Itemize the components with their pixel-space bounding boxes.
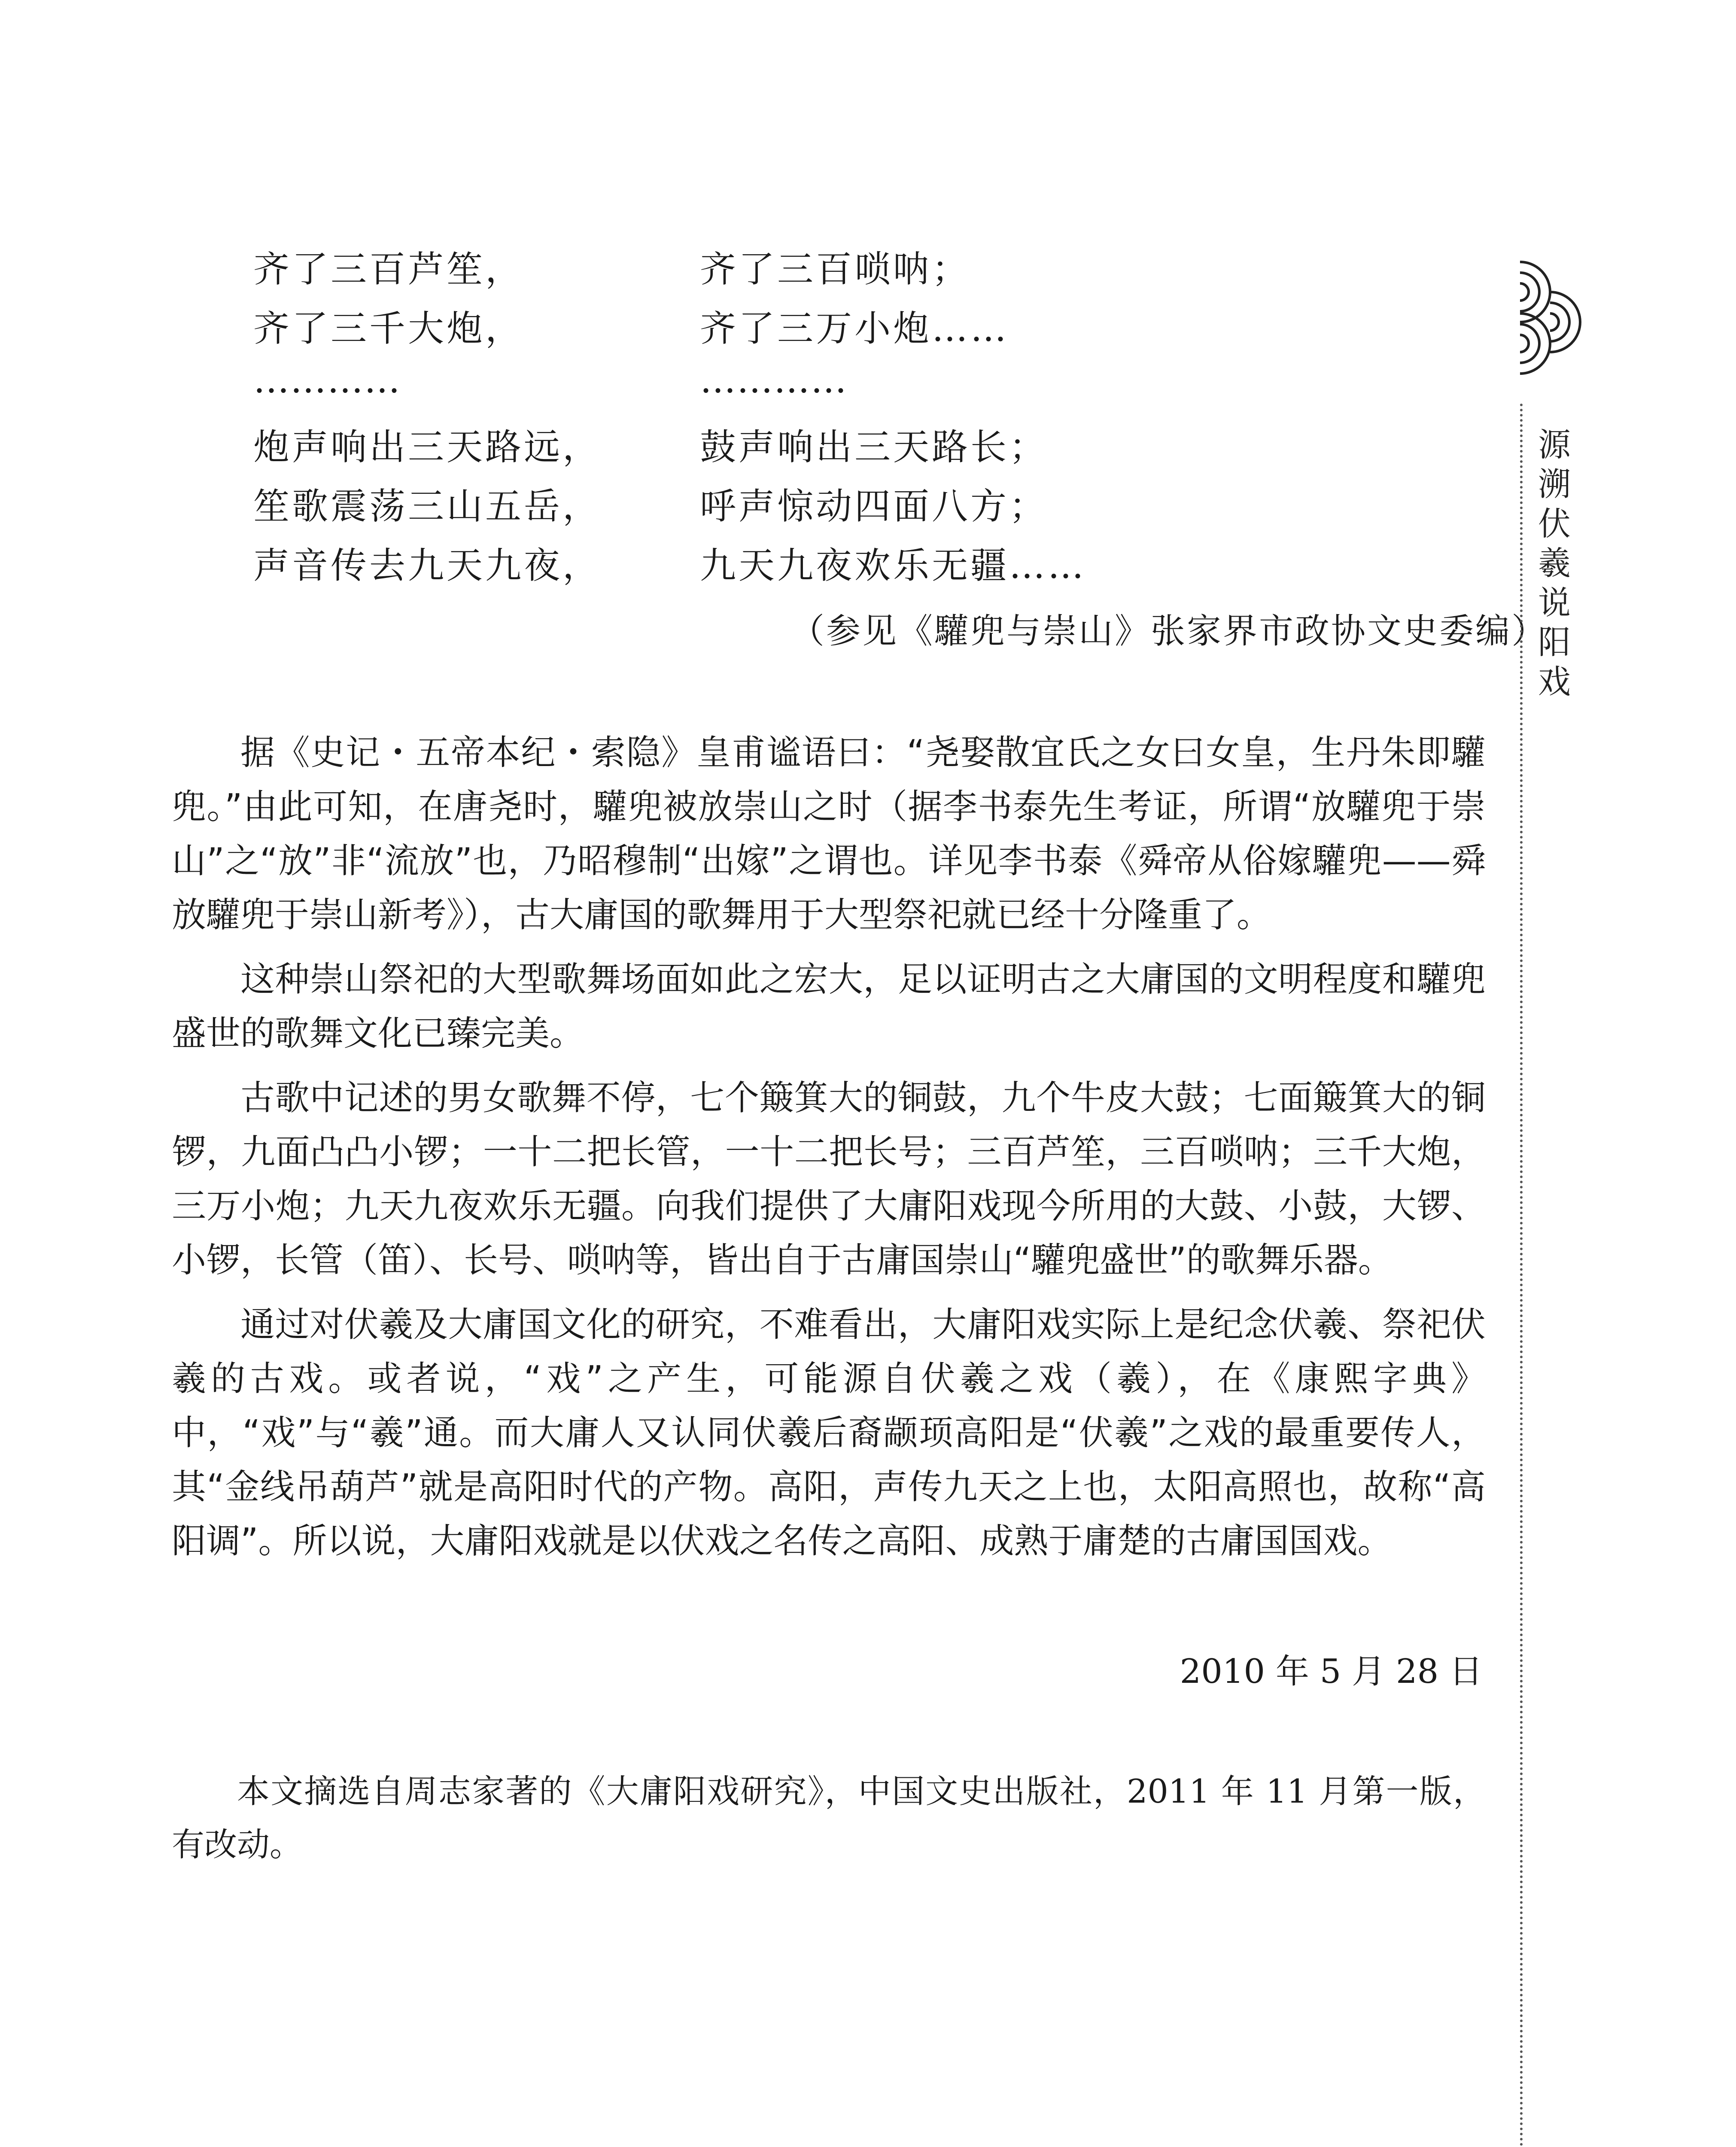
poem-row [253, 418, 1499, 477]
paragraph: 通过对伏羲及大庸国文化的研究，不难看出，大庸阳戏实际上是纪念伏羲、祭祀伏羲的古戏。或者说，“戏”之产生，可能源自伏羲之戏（羲），在《康熙字典》中，“戏”与“羲”通。而大庸人又认同伏羲后裔颛顼高阳是“伏羲”之戏的最重要传人，其“金线吊葫芦”就是高阳时代的产物。高阳，声传九天之上也，太阳高照也，故称“高阳调”。所以说，大庸阳戏就是以伏戏之名传之高阳、成熟于庸楚的古庸国国戏。 [172, 1305, 1486, 1561]
poem-ellipsis-left: ………… [253, 359, 401, 401]
poem-line-right: 鼓声响出三天路长； [700, 426, 1048, 468]
poem-line-left: 声音传去九天九夜， [253, 544, 602, 587]
body-text [172, 726, 1486, 1578]
poem-citation: （参见《驩兜与崇山》张家界市政协文史委编） [790, 611, 1548, 651]
paragraph: 古歌中记述的男女歌舞不停，七个簸箕大的铜鼓，九个牛皮大鼓；七面簸箕大的铜锣，九面凸凸小锣；一十二把长管，一十二把长号；三百芦笙，三百唢呐；三千大炮，三万小炮；九天九夜欢乐无疆。向我们提供了大庸阳戏现今所用的大鼓、小鼓，大锣、小锣，长管（笛）、长号、唢呐等，皆出自于古庸国崇山“驩兜盛世”的歌舞乐器。 [172, 1078, 1486, 1280]
poem [253, 240, 1499, 596]
running-title-char: 伏 [1538, 505, 1571, 543]
poem-line-left: 齐了三百芦笙， [253, 248, 524, 290]
margin-dotted-rule [1520, 404, 1523, 2147]
article-date: 2010 年 5 月 28 日 [1180, 1652, 1483, 1691]
running-title-char: 说 [1538, 584, 1571, 622]
poem-line-right: 九天九夜欢乐无疆…… [700, 544, 1087, 587]
paragraph: 据《史记・五帝本纪・索隐》皇甫谧语曰：“尧娶散宜氏之女曰女皇，生丹朱即驩兜。”由此可知，在唐尧时，驩兜被放崇山之时（据李书泰先生考证，所谓“放驩兜于崇山”之“放”非“流放”也，乃昭穆制“出嫁”之谓也。详见李书泰《舜帝从俗嫁驩兜——舜放驩兜于崇山新考》），古大庸国的歌舞用于大型祭祀就已经十分隆重了。 [172, 733, 1486, 935]
running-title-char: 源 [1538, 426, 1571, 464]
running-title-char: 溯 [1538, 465, 1571, 503]
poem-line-right: 齐了三万小炮…… [700, 307, 1009, 350]
running-title [1535, 425, 1574, 702]
concentric-arcs-icon [1516, 253, 1593, 382]
running-title-char: 戏 [1538, 663, 1571, 701]
poem-line-left: 齐了三千大炮， [253, 307, 524, 350]
running-title-char: 羲 [1538, 544, 1571, 582]
poem-row [253, 300, 1499, 359]
source-note: 本文摘选自周志家著的《大庸阳戏研究》，中国文史出版社，2011 年 11 月第一版，有改动。 [172, 1772, 1486, 1864]
poem-line-left: 炮声响出三天路远， [253, 426, 602, 468]
paragraph: 这种崇山祭祀的大型歌舞场面如此之宏大，足以证明古之大庸国的文明程度和驩兜盛世的歌舞文化已臻完美。 [172, 959, 1486, 1053]
poem-line-right: 齐了三百唢呐； [700, 248, 971, 290]
poem-ellipsis-right: ………… [700, 359, 848, 401]
poem-row [253, 359, 1499, 418]
poem-line-left: 笙歌震荡三山五岳， [253, 485, 602, 527]
running-title-char: 阳 [1538, 623, 1571, 661]
poem-row [253, 240, 1499, 300]
poem-row [253, 477, 1499, 537]
poem-row [253, 537, 1499, 596]
poem-line-right: 呼声惊动四面八方； [700, 485, 1048, 527]
